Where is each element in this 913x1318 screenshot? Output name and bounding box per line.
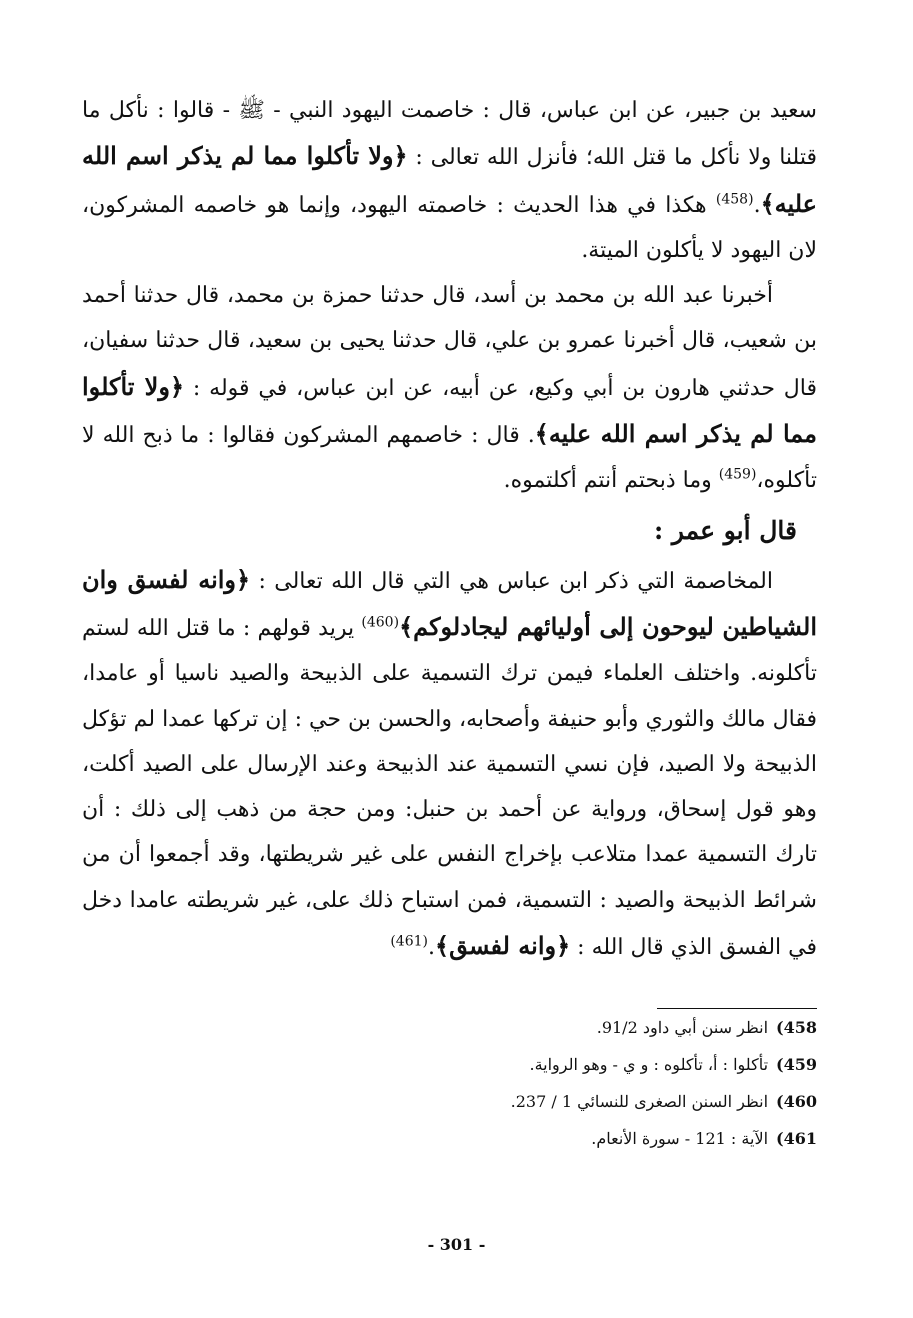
footnote-number: 460) xyxy=(776,1092,817,1111)
quran-quote: ﴿ولا تأكلوا مما لم يذكر اسم الله عليه﴾ xyxy=(82,141,817,218)
text-run: . xyxy=(428,935,435,961)
text-run: . xyxy=(753,192,761,218)
paragraph-hadith-2 xyxy=(82,273,817,503)
page-number: - 301 - xyxy=(427,1235,486,1254)
footnote-461 xyxy=(82,1120,817,1157)
text-run: وما ذبحتم أنتم أكلتموه. xyxy=(503,468,719,494)
paragraph-commentary xyxy=(82,557,817,971)
footnote-text: انظر السنن الصغرى للنسائي 1 / 237. xyxy=(510,1092,769,1111)
quran-quote: ﴿وانه لفسق﴾ xyxy=(435,931,571,961)
text-run: سعيد بن جبير، عن ابن عباس، قال : خاصمت اليهود النبي - ﷺ - قالوا : نأكل ما قتلنا ولا نأكل ما قتل الله؛ فأنزل الله تعالى : xyxy=(82,98,817,171)
footnote-ref: (459) xyxy=(718,467,757,484)
footnote-number: 459) xyxy=(776,1055,817,1074)
paragraph-hadith-1 xyxy=(82,88,817,273)
text-run: هكذا في هذا الحديث : خاصمته اليهود، وإنما هو خاصمه المشركون، لان اليهود لا يأكلون الميتة. xyxy=(82,192,817,263)
footnote-ref: (458) xyxy=(715,191,754,208)
footnote-text: انظر سنن أبي داود 91/2. xyxy=(596,1018,769,1037)
quran-quote: ﴿وانه لفسق وان الشياطين ليوحون إلى أوليائهم ليجادلوكم﴾ xyxy=(82,564,817,641)
footnote-number: 458) xyxy=(776,1018,817,1037)
footnote-460 xyxy=(82,1083,817,1120)
footnote-number: 461) xyxy=(776,1129,817,1148)
text-run: المخاصمة التي ذكر ابن عباس هي التي قال الله تعالى : xyxy=(250,568,773,594)
footnote-text: الآية : 121 - سورة الأنعام. xyxy=(591,1129,769,1148)
quran-quote: ﴿ولا تأكلوا مما لم يذكر اسم الله عليه﴾ xyxy=(82,371,817,449)
footnote-ref: (461) xyxy=(390,933,428,950)
footnote-ref: (460) xyxy=(361,614,400,631)
text-run: . قال : خاصمهم المشركون فقالوا : ما ذبح الله لا تأكلوه، xyxy=(82,423,817,494)
footnotes xyxy=(82,1008,817,1157)
footnote-458 xyxy=(82,1009,817,1046)
text-run: يريد قولهم : ما قتل الله لستم تأكلونه. واختلف العلماء فيمن ترك التسمية على الذبيحة والصيد ناسيا أو عامدا، فقال مالك والثوري وأبو حنيفة وأصحابه، والحسن بن حي : إن تركها عمدا لم تؤكل الذبيحة ولا الصيد، فإن نسي التسمية عند الذبيحة وعند الإرسال على الصيد أكلت، وهو قول إسحاق، ورواية عن أحمد بن حنبل: ومن حجة من ذهب إلى ذلك : أن تارك التسمية عمدا متلاعب بإخراج النفس على غير شريطتها، وقد أجمعوا أن من شرائط الذبيحة والصيد : التسمية، فمن استباح ذلك على، غير شريطته عامدا دخل في الفسق الذي قال الله : xyxy=(82,615,817,961)
text-run: أخبرنا عبد الله بن محمد بن أسد، قال حدثنا حمزة بن محمد، قال حدثنا أحمد بن شعيب، قال أخبرنا عمرو بن علي، قال حدثنا يحيى بن سعيد، قال حدثنا سفيان، قال حدثني هارون بن أبي وكيع، عن أبيه، عن ابن عباس، في قوله : xyxy=(82,283,818,401)
footnote-459 xyxy=(82,1046,817,1083)
footnote-text: تأكلوا : أ، تأكلوه : و ي - وهو الرواية. xyxy=(529,1055,769,1074)
section-heading: قال أبو عمر : xyxy=(653,515,797,545)
